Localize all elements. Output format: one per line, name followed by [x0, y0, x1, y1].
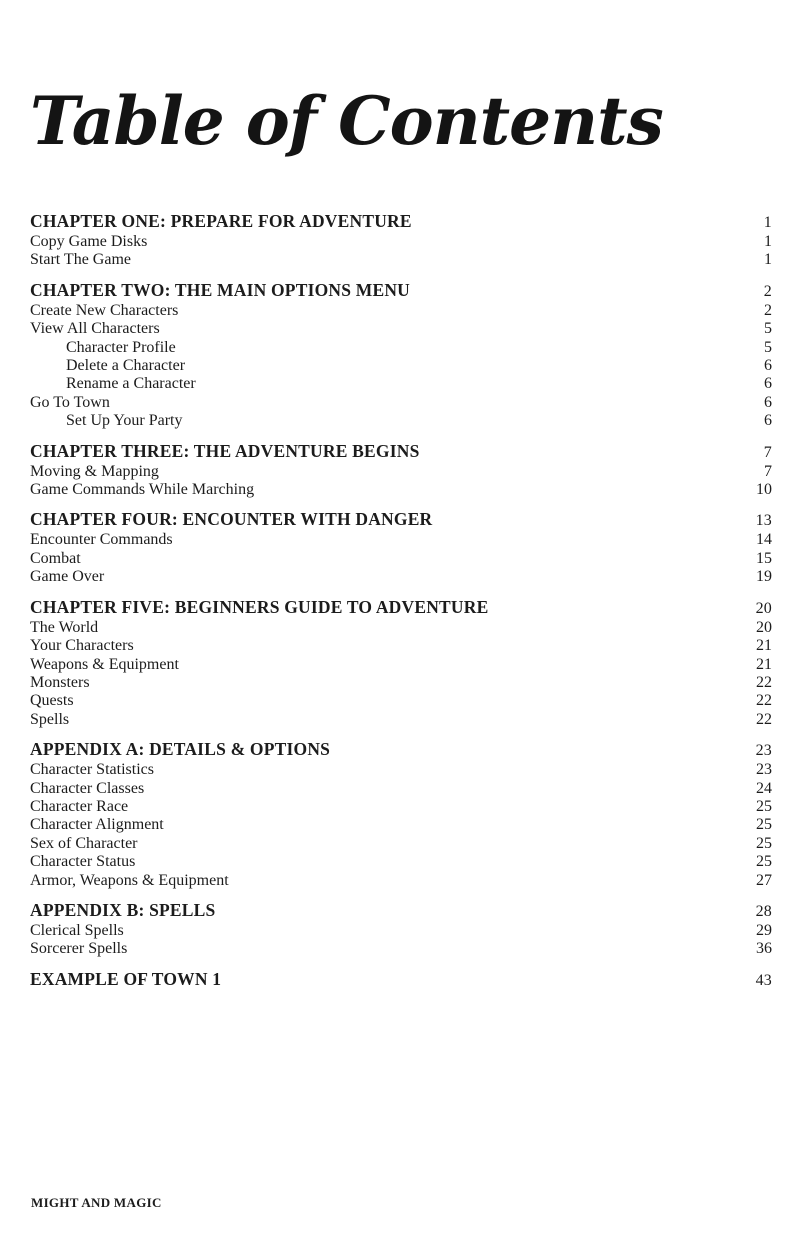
entry-title: Character Status — [30, 853, 136, 871]
section-page-number: 23 — [755, 742, 772, 760]
entry-title: Monsters — [30, 673, 90, 691]
entry-title: Spells — [30, 710, 70, 728]
toc-entry — [30, 531, 772, 549]
toc-entry — [30, 711, 772, 729]
entry-page-number: 22 — [756, 673, 772, 691]
entry-page-number: 14 — [756, 531, 772, 549]
entry-title: Sorcerer Spells — [30, 940, 128, 958]
section-title: EXAMPLE OF TOWN 1 — [30, 968, 222, 989]
entry-page-number: 7 — [764, 462, 772, 480]
toc-entry — [30, 375, 772, 393]
entry-title: Character Race — [30, 797, 129, 815]
entry-title: Create New Characters — [30, 301, 179, 319]
toc-entry — [30, 816, 772, 834]
toc-section — [30, 900, 772, 959]
toc-entry — [30, 798, 772, 816]
toc-entry — [30, 853, 772, 871]
toc-entry — [30, 412, 772, 430]
entry-title: Character Alignment — [30, 816, 164, 834]
entry-page-number: 19 — [756, 568, 772, 586]
entry-page-number: 23 — [756, 761, 772, 779]
entry-title: Rename a Character — [66, 375, 196, 393]
toc-entry — [30, 761, 772, 779]
entry-title: Go To Town — [30, 393, 110, 411]
toc-section — [30, 969, 772, 991]
toc-entry — [30, 233, 772, 251]
entry-title: Encounter Commands — [30, 531, 173, 549]
toc-entry — [30, 481, 772, 499]
section-title: CHAPTER FOUR: ENCOUNTER WITH DANGER — [30, 509, 433, 530]
entry-page-number: 25 — [756, 816, 772, 834]
toc-entry — [30, 550, 772, 568]
entry-title: The World — [30, 618, 99, 636]
toc-entry — [30, 339, 772, 357]
entry-title: Clerical Spells — [30, 921, 124, 939]
section-page-number: 20 — [755, 599, 772, 617]
entry-title: Set Up Your Party — [66, 412, 183, 430]
entry-page-number: 21 — [756, 637, 772, 655]
toc-entry — [30, 463, 772, 481]
table-of-contents — [30, 211, 772, 1001]
toc-section-heading — [30, 597, 772, 619]
entry-page-number: 6 — [764, 393, 772, 411]
entry-page-number: 25 — [756, 853, 772, 871]
toc-section-heading — [30, 969, 772, 991]
footer-book-title: MIGHT AND MAGIC — [31, 1195, 162, 1210]
entry-page-number: 10 — [756, 481, 772, 499]
toc-section-heading — [30, 509, 772, 531]
toc-section-heading — [30, 211, 772, 233]
entry-page-number: 20 — [756, 618, 772, 636]
section-title: CHAPTER ONE: PREPARE FOR ADVENTURE — [30, 211, 412, 231]
section-title: CHAPTER FIVE: BEGINNERS GUIDE TO ADVENTURE — [30, 596, 489, 617]
entry-page-number: 25 — [756, 834, 772, 852]
toc-entry — [30, 835, 772, 853]
toc-entry — [30, 302, 772, 320]
toc-section-heading — [30, 280, 772, 302]
section-page-number: 43 — [755, 971, 772, 989]
toc-entry — [30, 394, 772, 412]
entry-page-number: 29 — [756, 921, 772, 939]
entry-title: Weapons & Equipment — [30, 655, 179, 673]
entry-page-number: 6 — [764, 357, 772, 375]
section-title: APPENDIX B: SPELLS — [30, 899, 216, 920]
toc-entry — [30, 637, 772, 655]
toc-entry — [30, 656, 772, 674]
toc-section-heading — [30, 441, 772, 463]
section-page-number: 1 — [763, 214, 772, 231]
toc-entry — [30, 872, 772, 890]
entry-page-number: 5 — [764, 338, 772, 356]
entry-page-number: 15 — [756, 549, 772, 567]
entry-title: Character Profile — [66, 338, 176, 356]
entry-title: Quests — [30, 692, 74, 710]
section-page-number: 28 — [755, 902, 772, 920]
entry-title: Delete a Character — [66, 357, 186, 375]
toc-section — [30, 441, 772, 500]
entry-title: Sex of Character — [30, 834, 138, 852]
entry-page-number: 6 — [764, 412, 772, 430]
toc-section — [30, 509, 772, 586]
entry-page-number: 24 — [756, 779, 772, 797]
toc-section-heading — [30, 900, 772, 922]
entry-page-number: 1 — [764, 233, 772, 250]
entry-page-number: 5 — [764, 320, 772, 338]
entry-title: Start The Game — [30, 251, 132, 269]
entry-title: Your Characters — [30, 637, 134, 655]
toc-entry — [30, 568, 772, 586]
entry-title: View All Characters — [30, 320, 160, 338]
toc-entry — [30, 320, 772, 338]
section-title: CHAPTER TWO: THE MAIN OPTIONS MENU — [30, 279, 411, 300]
section-page-number: 2 — [763, 282, 772, 300]
entry-page-number: 21 — [756, 655, 772, 673]
page-title: Table of Contents — [30, 82, 663, 160]
entry-title: Copy Game Disks — [30, 233, 148, 250]
toc-entry — [30, 940, 772, 958]
entry-title: Character Statistics — [30, 761, 154, 779]
entry-title: Game Commands While Marching — [30, 481, 255, 499]
toc-section — [30, 597, 772, 729]
toc-entry — [30, 780, 772, 798]
entry-title: Combat — [30, 549, 81, 567]
entry-page-number: 36 — [756, 940, 772, 958]
toc-section — [30, 739, 772, 890]
entry-title: Character Classes — [30, 779, 145, 797]
entry-title: Game Over — [30, 568, 105, 586]
toc-entry — [30, 692, 772, 710]
entry-page-number: 1 — [764, 251, 772, 269]
toc-entry — [30, 251, 772, 269]
toc-section — [30, 211, 772, 270]
entry-page-number: 22 — [756, 710, 772, 728]
toc-section — [30, 280, 772, 431]
entry-page-number: 25 — [756, 797, 772, 815]
section-title: APPENDIX A: DETAILS & OPTIONS — [30, 739, 331, 760]
entry-page-number: 6 — [764, 375, 772, 393]
section-page-number: 13 — [755, 512, 772, 530]
section-title: CHAPTER THREE: THE ADVENTURE BEGINS — [30, 440, 420, 461]
toc-entry — [30, 674, 772, 692]
section-page-number: 7 — [763, 443, 772, 461]
toc-entry — [30, 619, 772, 637]
entry-title: Moving & Mapping — [30, 462, 159, 480]
entry-page-number: 2 — [764, 301, 772, 319]
toc-section-heading — [30, 739, 772, 761]
toc-entry — [30, 922, 772, 940]
toc-entry — [30, 357, 772, 375]
entry-title: Armor, Weapons & Equipment — [30, 871, 229, 889]
entry-page-number: 22 — [756, 692, 772, 710]
entry-page-number: 27 — [756, 871, 772, 889]
